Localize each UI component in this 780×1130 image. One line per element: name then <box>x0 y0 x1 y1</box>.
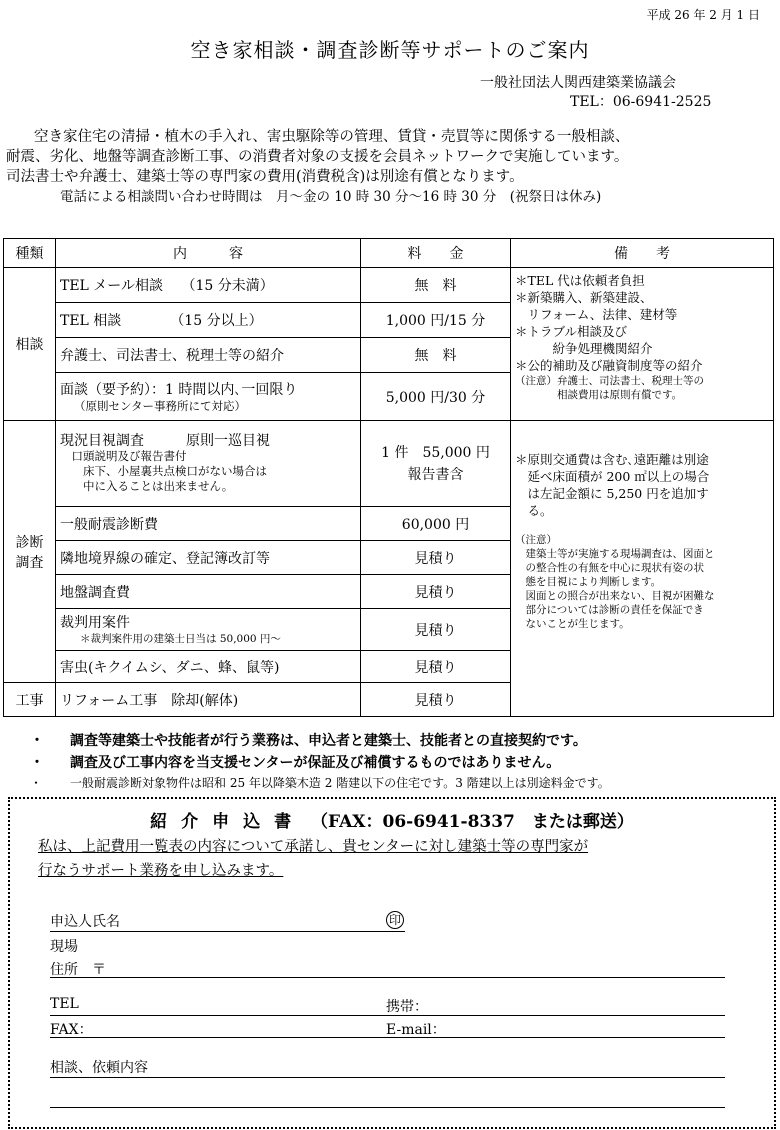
category-survey-line-1: 診断 <box>15 534 44 551</box>
survey-notes-list <box>515 451 769 519</box>
bullet-guarantee <box>30 752 560 772</box>
seal-mark: 印 <box>386 911 404 929</box>
row-fee: 5,000 円/30 分 <box>361 373 511 421</box>
row-content: 隣地境界線の確定、登記簿改訂等 <box>56 541 361 575</box>
email-label: E-mail： <box>386 1022 446 1038</box>
note-caution-line: （注意）弁護士、司法書士、税理士等の <box>515 375 704 387</box>
note-line: ＊TEL 代は依頼者負担 <box>515 273 645 288</box>
tel-mobile-field[interactable] <box>50 1015 725 1016</box>
intro-text <box>6 127 776 207</box>
survey-notes-caution <box>515 533 769 631</box>
table-header-row <box>4 239 774 268</box>
intro-hours: 電話による相談問い合わせ時間は 月～金の 10 時 30 分～16 時 30 分 (祝祭日は休み) <box>60 189 602 205</box>
row-content: 弁護士、司法書士、税理士等の紹介 <box>56 338 361 373</box>
category-consult: 相談 <box>4 268 56 421</box>
bullet-mark: ・ <box>30 776 43 790</box>
row-content: リフォーム工事 除却(解体) <box>56 683 361 717</box>
row-fee: 見積り <box>361 683 511 717</box>
page-title: 空き家相談・調査診断等サポートのご案内 <box>190 38 590 62</box>
form-desc-line-1: 私は、上記費用一覧表の内容について承諾し、貴センターに対し建築士等の専門家が <box>38 839 589 855</box>
note-line: ＊新築購入、新築建設、 <box>515 290 653 305</box>
row-content-sub: ＊裁判案件用の建築士日当は 50,000 円～ <box>80 633 281 645</box>
bullet-text: 調査等建築士や技能者が行う業務は、申込者と建築士、技能者との直接契約です。 <box>70 733 587 749</box>
note-caution-line: 部分については診断の責任を保証でき <box>515 604 704 616</box>
row-fee: 見積り <box>361 609 511 651</box>
mobile-label: 携帯： <box>386 999 428 1015</box>
header-fee: 料 金 <box>361 239 511 268</box>
site-label: 現場 <box>50 939 78 955</box>
category-survey-line-2: 調査 <box>15 554 44 571</box>
row-content: 害虫(キクイムシ、ダニ、蜂、鼠等) <box>56 651 361 683</box>
row-content-sub: 中に入ることは出来ません。 <box>60 479 234 493</box>
table-row <box>4 421 774 507</box>
intro-line-2: 耐震、劣化、地盤等調査診断工事、の消費者対象の支援を会員ネットワークで実施しています。 <box>6 149 629 165</box>
org-name: 一般社団法人関西建築業協議会 <box>480 75 676 91</box>
tel-label: TEL <box>50 996 79 1012</box>
note-caution-line: （注意） <box>515 534 557 546</box>
form-title-main: 紹介申込書 <box>150 812 306 832</box>
consult-notes <box>511 268 774 421</box>
organization-block <box>480 74 711 112</box>
row-fee: 1,000 円/15 分 <box>361 303 511 338</box>
note-line: ＊公的補助及び融資制度等の紹介 <box>515 358 703 373</box>
form-title <box>10 807 774 832</box>
row-content <box>56 373 361 421</box>
intro-line-3: 司法書士や弁護士、建築士等の専門家の費用(消費税含)は別途有償となります。 <box>6 169 524 185</box>
form-title-sub: （FAX：06-6941-8337 または郵送） <box>311 812 634 832</box>
note-line: る。 <box>515 503 553 518</box>
table-row <box>4 268 774 303</box>
note-line: リフォーム、法律、建材等 <box>515 307 678 322</box>
note-line: は左記金額に 5,250 円を追加す <box>515 486 709 501</box>
row-fee <box>361 421 511 507</box>
note-caution-line: 相談費用は原則有償です。 <box>515 389 683 401</box>
row-content <box>56 421 361 507</box>
row-content: 地盤調査費 <box>56 575 361 609</box>
row-fee: 60,000 円 <box>361 507 511 541</box>
request-content-field-line-2[interactable] <box>50 1107 725 1108</box>
row-content <box>56 609 361 651</box>
note-caution-line: 態を目視により判断します。 <box>515 576 662 588</box>
application-form <box>8 797 776 1129</box>
intro-line-1: 空き家住宅の清掃・植木の手入れ、害虫駆除等の管理、賃貸・売買等に関係する一般相談、 <box>34 129 630 145</box>
bullet-text: 調査及び工事内容を当支援センターが保証及び補償するものではありません。 <box>70 755 561 771</box>
org-tel: TEL：06-6941-2525 <box>570 94 712 110</box>
survey-notes <box>511 421 774 717</box>
request-content-label: 相談、依頼内容 <box>50 1060 148 1076</box>
row-fee: 無 料 <box>361 268 511 303</box>
consult-notes-caution <box>515 374 769 402</box>
row-fee: 見積り <box>361 541 511 575</box>
document-date: 平成 26 年 2 月 1 日 <box>646 8 760 22</box>
bullet-text: 一般耐震診断対象物件は昭和 25 年以降築木造 2 階建以下の住宅です。3 階建以上は別途料金です。 <box>70 776 610 790</box>
fax-email-field[interactable] <box>50 1037 725 1038</box>
header-notes: 備 考 <box>511 239 774 268</box>
row-content-line: 面談（要予約）：1 時間以内､一回限り <box>60 382 298 398</box>
consult-notes-list <box>515 272 769 374</box>
bullet-mark: ・ <box>30 733 44 749</box>
row-content: 一般耐震診断費 <box>56 507 361 541</box>
row-content-sub: （原則センター事務所にて対応） <box>74 399 247 413</box>
row-fee: 無 料 <box>361 338 511 373</box>
fee-table <box>3 238 774 717</box>
note-caution-line: の整合性の有無を中心に現状有姿の状 <box>515 562 704 574</box>
note-line: 紛争処理機関紹介 <box>515 341 653 356</box>
row-content: TEL 相談 （15 分以上） <box>56 303 361 338</box>
row-content-line: 現況目視調査 原則一巡目視 <box>60 433 270 449</box>
bullet-contract <box>30 730 587 750</box>
note-caution-line: 図面との照合が出来ない、目視が困難な <box>515 590 715 602</box>
row-content-line: 裁判用案件 <box>60 615 130 631</box>
form-desc-line-2: 行なうサポート業務を申し込みます。 <box>38 863 284 879</box>
bullet-scope <box>30 774 610 791</box>
note-caution-line: 建築士等が実施する現場調査は、図面と <box>515 548 715 560</box>
note-caution-line: ないことが生じます。 <box>515 618 630 630</box>
row-content-sub: 口頭説明及び報告書付 <box>60 449 187 463</box>
category-work: 工事 <box>4 683 56 717</box>
header-type: 種類 <box>4 239 56 268</box>
name-label: 申込人氏名 <box>50 914 120 930</box>
row-fee-line: 報告書含 <box>407 466 464 483</box>
category-survey <box>4 421 56 683</box>
address-field[interactable] <box>50 977 725 978</box>
address-label: 住所 〒 <box>50 962 106 978</box>
request-content-field-line-1[interactable] <box>50 1077 725 1078</box>
form-description <box>38 835 588 883</box>
note-line: 延べ床面積が 200 ㎡以上の場合 <box>515 469 710 484</box>
name-field[interactable] <box>50 931 405 932</box>
row-fee: 見積り <box>361 575 511 609</box>
bullet-mark: ・ <box>30 755 44 771</box>
note-line: ＊トラブル相談及び <box>515 324 628 339</box>
row-content: TEL メール相談 （15 分未満） <box>56 268 361 303</box>
row-content-sub: 床下、小屋裏共点検口がない場合は <box>60 464 267 478</box>
row-fee-line: 1 件 55,000 円 <box>381 444 490 461</box>
row-fee: 見積り <box>361 651 511 683</box>
header-content: 内 容 <box>56 239 361 268</box>
note-line: ＊原則交通費は含む､遠距離は別途 <box>515 452 709 467</box>
fax-label: FAX： <box>50 1022 93 1038</box>
